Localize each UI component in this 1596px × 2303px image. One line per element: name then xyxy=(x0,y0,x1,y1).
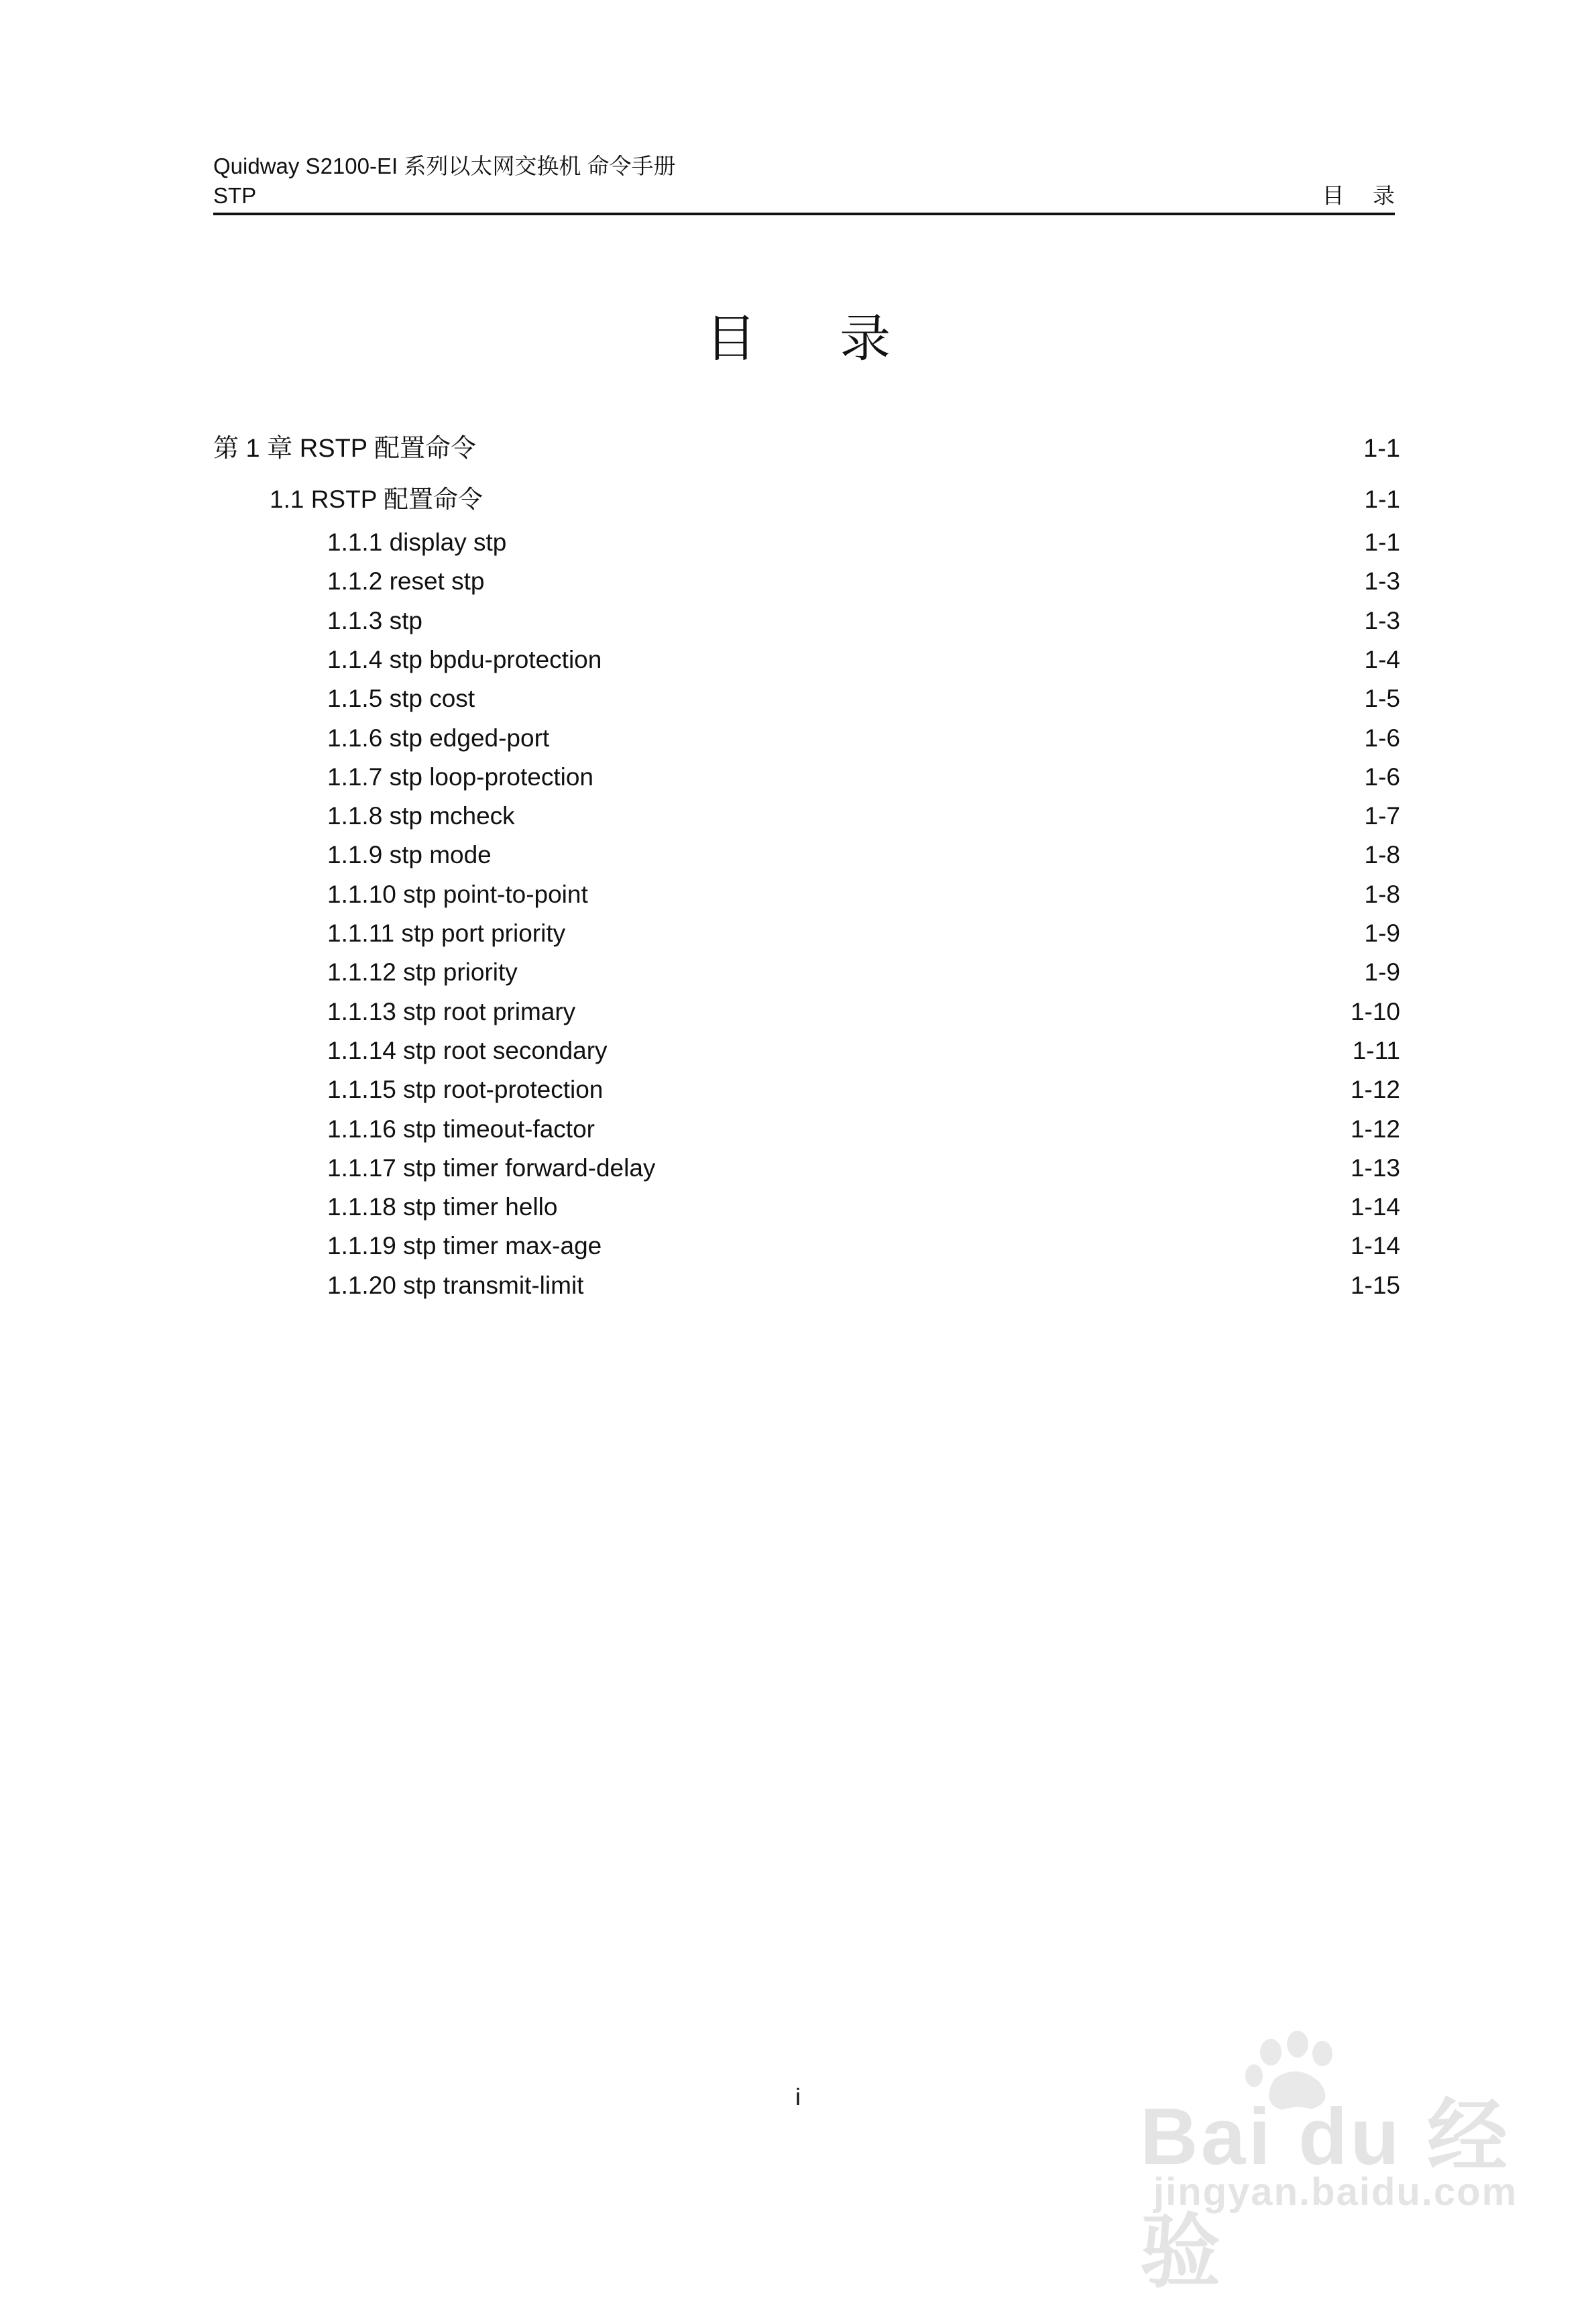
toc-entry[interactable] xyxy=(327,1144,1400,1182)
toc-dot-leader xyxy=(426,597,1359,629)
toc-entry[interactable] xyxy=(213,425,1400,463)
page-header xyxy=(213,152,1406,211)
toc-entry[interactable] xyxy=(327,988,1400,1025)
baidu-watermark xyxy=(1140,2025,1518,2297)
toc-entry[interactable] xyxy=(327,636,1400,673)
page-title: 目 录 xyxy=(705,308,925,368)
toc-entry[interactable] xyxy=(327,1222,1400,1259)
toc-dot-leader xyxy=(599,1105,1345,1137)
toc-dot-leader xyxy=(607,1066,1345,1098)
toc-entry[interactable] xyxy=(327,753,1400,791)
toc-entry-label: 1.1.5 stp cost xyxy=(327,685,475,712)
toc-dot-leader xyxy=(569,909,1359,942)
watermark-brand: Bai du 经验 xyxy=(1140,2092,1511,2297)
toc-entry[interactable] xyxy=(327,792,1400,830)
toc-entry[interactable] xyxy=(327,557,1400,595)
toc-entry-page: 1-7 xyxy=(1364,802,1400,830)
toc-entry-label: 1.1.1 display stp xyxy=(327,528,507,556)
toc-entry-label: 1.1.10 stp point-to-point xyxy=(327,881,588,908)
toc-entry-page: 1-14 xyxy=(1350,1193,1400,1221)
watermark-url: jingyan.baidu.com xyxy=(1153,2170,1518,2214)
toc-entry-label: 1.1.7 stp loop-protection xyxy=(327,763,593,791)
toc-entry-label: 1.1.16 stp timeout-factor xyxy=(327,1115,595,1143)
header-rule xyxy=(213,213,1395,215)
toc-entry[interactable] xyxy=(270,475,1400,513)
toc-entry[interactable] xyxy=(327,1261,1400,1299)
toc-dot-leader xyxy=(487,475,1359,508)
header-section: STP xyxy=(213,183,257,208)
toc-entry-page: 1-9 xyxy=(1364,958,1400,986)
toc-dot-leader xyxy=(510,518,1359,551)
header-right-label: 目 录 xyxy=(1322,182,1406,209)
toc-entry-page: 1-9 xyxy=(1364,919,1400,947)
page-number: i xyxy=(795,2083,801,2111)
toc-entry-label: 1.1.17 stp timer forward-delay xyxy=(327,1154,656,1182)
toc-entry-label: 1.1.18 stp timer hello xyxy=(327,1193,558,1221)
toc-entry-label: 1.1.4 stp bpdu-protection xyxy=(327,646,602,673)
toc-entry-page: 1-14 xyxy=(1350,1232,1400,1259)
toc-entry-page: 1-12 xyxy=(1350,1076,1400,1103)
toc-entry-label: 1.1.20 stp transmit-limit xyxy=(327,1272,584,1299)
toc-entry-label: 1.1 RSTP 配置命令 xyxy=(270,486,483,513)
toc-dot-leader xyxy=(659,1144,1345,1176)
toc-entry[interactable] xyxy=(327,831,1400,868)
toc-dot-leader xyxy=(479,675,1359,707)
toc-entry-label: 1.1.19 stp timer max-age xyxy=(327,1232,602,1259)
toc-entry-page: 1-1 xyxy=(1364,528,1400,556)
toc-entry-page: 1-3 xyxy=(1364,567,1400,595)
header-title: Quidway S2100-EI 系列以太网交换机 命令手册 xyxy=(213,154,676,178)
toc-dot-leader xyxy=(480,425,1358,457)
toc-dot-leader xyxy=(488,557,1359,589)
toc-entry[interactable] xyxy=(327,1066,1400,1103)
toc-entry-page: 1-4 xyxy=(1364,646,1400,673)
toc-dot-leader xyxy=(592,870,1359,903)
toc-entry-label: 1.1.2 reset stp xyxy=(327,567,485,595)
toc-entry[interactable] xyxy=(327,675,1400,712)
toc-entry-page: 1-6 xyxy=(1364,763,1400,791)
toc-entry[interactable] xyxy=(327,518,1400,556)
toc-dot-leader xyxy=(579,988,1345,1020)
toc-dot-leader xyxy=(597,753,1359,785)
toc-dot-leader xyxy=(561,1183,1345,1215)
toc-entry[interactable] xyxy=(327,714,1400,752)
toc-entry-page: 1-8 xyxy=(1364,841,1400,868)
toc-entry-label: 第 1 章 RSTP 配置命令 xyxy=(213,435,477,463)
toc-entry-label: 1.1.14 stp root secondary xyxy=(327,1037,608,1064)
toc-dot-leader xyxy=(606,1222,1345,1254)
toc-dot-leader xyxy=(587,1261,1345,1294)
toc-entry-page: 1-8 xyxy=(1364,881,1400,908)
toc-entry-label: 1.1.15 stp root-protection xyxy=(327,1076,604,1103)
toc-entry-page: 1-5 xyxy=(1364,685,1400,712)
toc-entry[interactable] xyxy=(327,1183,1400,1221)
toc-entry-page: 1-10 xyxy=(1350,998,1400,1025)
header-row xyxy=(213,181,1406,211)
toc-entry-page: 1-12 xyxy=(1350,1115,1400,1143)
toc-dot-leader xyxy=(606,636,1359,668)
toc-entry-page: 1-1 xyxy=(1364,486,1400,513)
toc-dot-leader xyxy=(496,831,1359,863)
toc-entry-label: 1.1.11 stp port priority xyxy=(327,919,566,947)
toc-dot-leader xyxy=(519,792,1359,824)
toc-dot-leader xyxy=(612,1027,1347,1059)
toc-entry-label: 1.1.3 stp xyxy=(327,607,422,634)
toc-entry[interactable] xyxy=(327,1105,1400,1143)
toc-entry[interactable] xyxy=(327,597,1400,634)
toc-entry-label: 1.1.12 stp priority xyxy=(327,958,518,986)
toc-entry-label: 1.1.8 stp mcheck xyxy=(327,802,515,830)
toc-entry[interactable] xyxy=(327,870,1400,908)
toc-entry-page: 1-3 xyxy=(1364,607,1400,634)
toc-entry-page: 1-13 xyxy=(1350,1154,1400,1182)
toc-entry-label: 1.1.6 stp edged-port xyxy=(327,724,550,752)
toc-dot-leader xyxy=(522,948,1359,980)
toc-entry[interactable] xyxy=(327,909,1400,947)
toc-entry-label: 1.1.9 stp mode xyxy=(327,841,492,868)
toc-entry-label: 1.1.13 stp root primary xyxy=(327,998,576,1025)
toc-entry[interactable] xyxy=(327,1027,1400,1064)
toc-dot-leader xyxy=(553,714,1359,746)
toc-entry[interactable] xyxy=(327,948,1400,986)
toc-entry-page: 1-6 xyxy=(1364,724,1400,752)
toc-entry-page: 1-11 xyxy=(1352,1037,1400,1064)
toc-entry-page: 1-1 xyxy=(1363,435,1400,463)
toc-entry-page: 1-15 xyxy=(1350,1272,1400,1299)
